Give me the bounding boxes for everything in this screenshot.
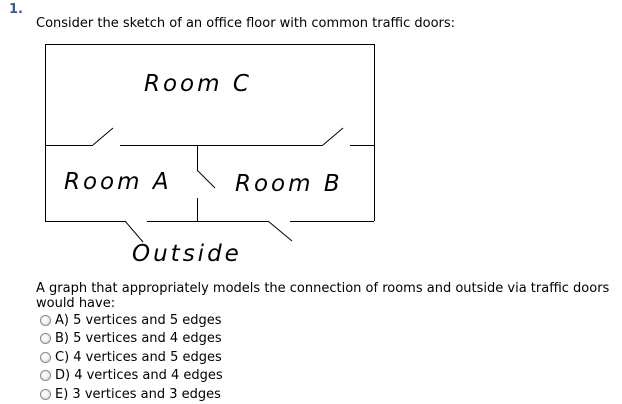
radio-button-icon[interactable]: [40, 333, 51, 344]
answer-choices: [40, 311, 223, 404]
question-number: 1.: [9, 2, 23, 17]
choice-a[interactable]: [40, 311, 223, 330]
room-a-label: Room A: [64, 169, 172, 195]
door-a-outside: [125, 221, 143, 242]
choice-label: D) 4 vertices and 4 edges: [55, 368, 223, 384]
door-b-outside: [268, 221, 292, 241]
choice-label: C) 4 vertices and 5 edges: [55, 349, 222, 365]
choice-c[interactable]: [40, 348, 223, 367]
choice-b[interactable]: [40, 330, 223, 349]
question-prompt: Consider the sketch of an office floor with common traffic doors:: [36, 16, 456, 31]
room-b-label: Room B: [235, 171, 343, 197]
outside-label: Outside: [132, 241, 242, 267]
question-text: A graph that appropriately models the connection of rooms and outside via traffic doors would have:: [36, 281, 610, 311]
choice-label: A) 5 vertices and 5 edges: [55, 312, 222, 328]
choice-d[interactable]: [40, 367, 223, 386]
choice-label: B) 5 vertices and 4 edges: [55, 331, 222, 347]
radio-button-icon[interactable]: [40, 370, 51, 381]
door-a-b: [197, 170, 215, 188]
radio-button-icon[interactable]: [40, 389, 51, 400]
choice-label: E) 3 vertices and 3 edges: [55, 386, 221, 402]
radio-button-icon[interactable]: [40, 315, 51, 326]
radio-button-icon[interactable]: [40, 352, 51, 363]
door-c-b: [323, 128, 343, 145]
door-c-a: [93, 128, 113, 145]
room-c-label: Room C: [144, 71, 252, 97]
choice-e[interactable]: [40, 385, 223, 404]
